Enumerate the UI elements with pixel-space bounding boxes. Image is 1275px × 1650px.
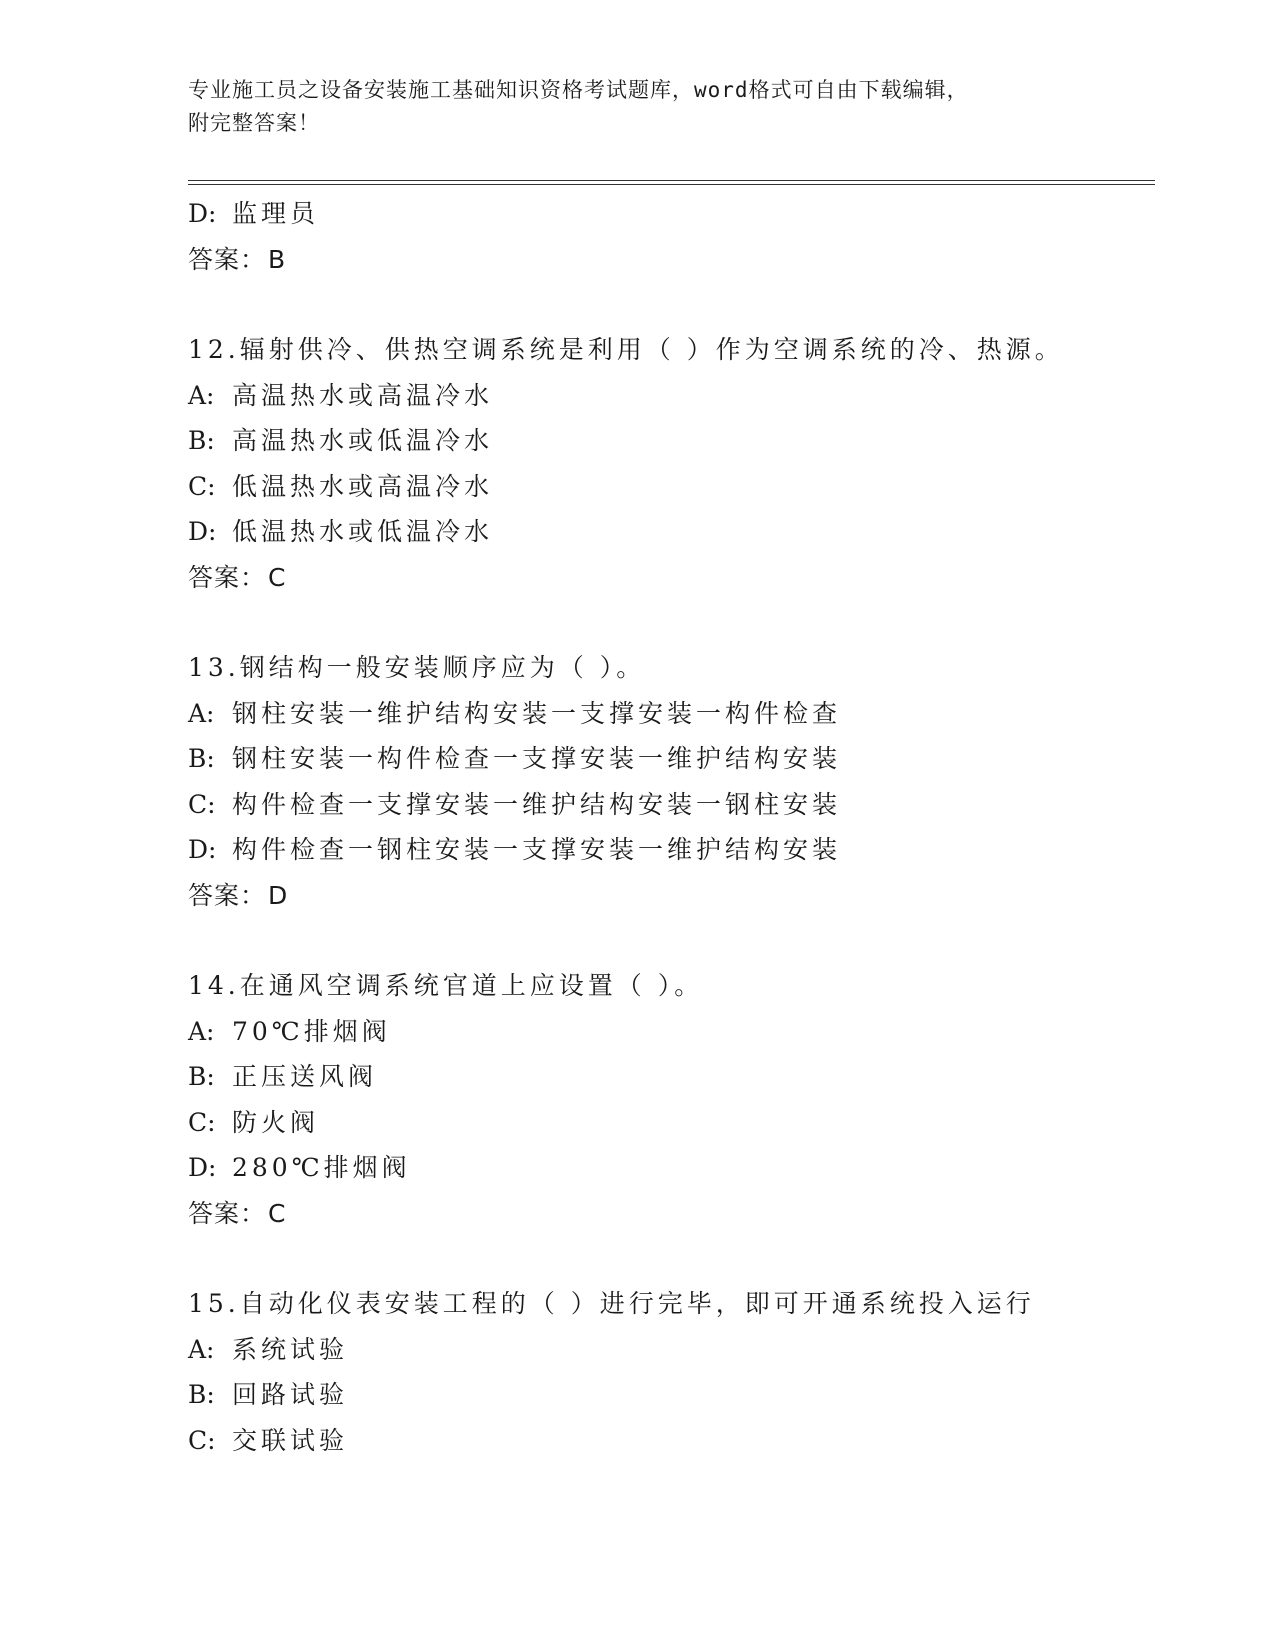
answer-label: 答案： — [188, 1198, 267, 1228]
option-text: 高温热水或低温冷水 — [232, 426, 494, 455]
option-letter: C: — [188, 1425, 216, 1455]
option-text: 正压送风阀 — [232, 1062, 378, 1091]
option-letter: D: — [188, 517, 217, 546]
option-row — [188, 509, 1148, 555]
option-row — [188, 736, 1148, 782]
option-letter: B: — [188, 1062, 215, 1091]
answer-label: 答案： — [188, 562, 267, 592]
answer-value: B — [268, 244, 287, 274]
option-text: 高温热水或高温冷水 — [232, 380, 494, 410]
option-letter: A: — [188, 1016, 215, 1046]
option-text: 监理员 — [232, 199, 320, 228]
option-text: 交联试验 — [232, 1425, 349, 1455]
option-row — [188, 691, 1148, 737]
page-header — [188, 74, 1088, 140]
option-text: 钢柱安装一构件检查一支撑安装一维护结构安装 — [232, 744, 842, 773]
option-text: 280℃排烟阀 — [232, 1153, 411, 1182]
option-text: 构件检查一支撑安装一维护结构安装一钢柱安装 — [232, 789, 842, 819]
option-text: 回路试验 — [232, 1380, 349, 1409]
option-letter: B: — [188, 1380, 215, 1409]
spacer — [188, 282, 1148, 327]
option-text: 系统试验 — [232, 1334, 349, 1364]
answer-row — [188, 873, 1148, 919]
option-text: 构件检查一钢柱安装一支撑安装一维护结构安装 — [232, 835, 842, 864]
option-letter: D: — [188, 199, 217, 228]
answer-label: 答案： — [188, 880, 267, 910]
option-row — [188, 1418, 1148, 1464]
answer-label: 答案： — [188, 244, 267, 274]
option-row — [188, 1100, 1148, 1146]
answer-value: C — [268, 1198, 287, 1228]
option-row — [188, 827, 1148, 873]
header-line-2: 附完整答案！ — [188, 111, 320, 135]
answer-row — [188, 1191, 1148, 1237]
option-letter: C: — [188, 471, 216, 501]
option-letter: C: — [188, 789, 216, 819]
option-row — [188, 191, 1148, 237]
option-text: 低温热水或低温冷水 — [232, 517, 494, 546]
header-divider-top — [188, 180, 1155, 181]
option-letter: B: — [188, 744, 215, 773]
option-letter: D: — [188, 1153, 217, 1182]
question-stem: 13.钢结构一般安装顺序应为（ ）。 — [188, 653, 646, 682]
option-row — [188, 1009, 1148, 1055]
option-row — [188, 1054, 1148, 1100]
question-stem: 14.在通风空调系统官道上应设置（ ）。 — [188, 971, 704, 1000]
option-text: 防火阀 — [232, 1107, 320, 1137]
option-row — [188, 373, 1148, 419]
option-letter: D: — [188, 835, 217, 864]
spacer — [188, 918, 1148, 963]
option-row — [188, 782, 1148, 828]
option-letter: A: — [188, 380, 215, 410]
answer-value: D — [268, 880, 289, 910]
answer-row — [188, 237, 1148, 283]
header-line-1: 专业施工员之设备安装施工基础知识资格考试题库，word格式可自由下载编辑， — [188, 78, 969, 102]
option-row — [188, 1145, 1148, 1191]
option-row — [188, 464, 1148, 510]
spacer — [188, 600, 1148, 645]
option-text: 低温热水或高温冷水 — [232, 471, 494, 501]
option-row — [188, 1327, 1148, 1373]
option-text: 钢柱安装一维护结构安装一支撑安装一构件检查 — [232, 698, 842, 728]
answer-row — [188, 555, 1148, 601]
option-letter: A: — [188, 1334, 215, 1364]
option-text: 70℃排烟阀 — [232, 1016, 391, 1046]
option-letter: A: — [188, 698, 215, 728]
question-stem: 12.辐射供冷、供热空调系统是利用（ ）作为空调系统的冷、热源。 — [188, 335, 1064, 364]
question-list — [188, 191, 1148, 1463]
option-letter: C: — [188, 1107, 216, 1137]
option-row — [188, 418, 1148, 464]
question-stem: 15.自动化仪表安装工程的（ ）进行完毕，即可开通系统投入运行 — [188, 1289, 1035, 1318]
answer-value: C — [268, 562, 287, 592]
option-letter: B: — [188, 426, 215, 455]
option-row — [188, 1372, 1148, 1418]
header-divider-bottom — [188, 184, 1155, 185]
spacer — [188, 1236, 1148, 1281]
